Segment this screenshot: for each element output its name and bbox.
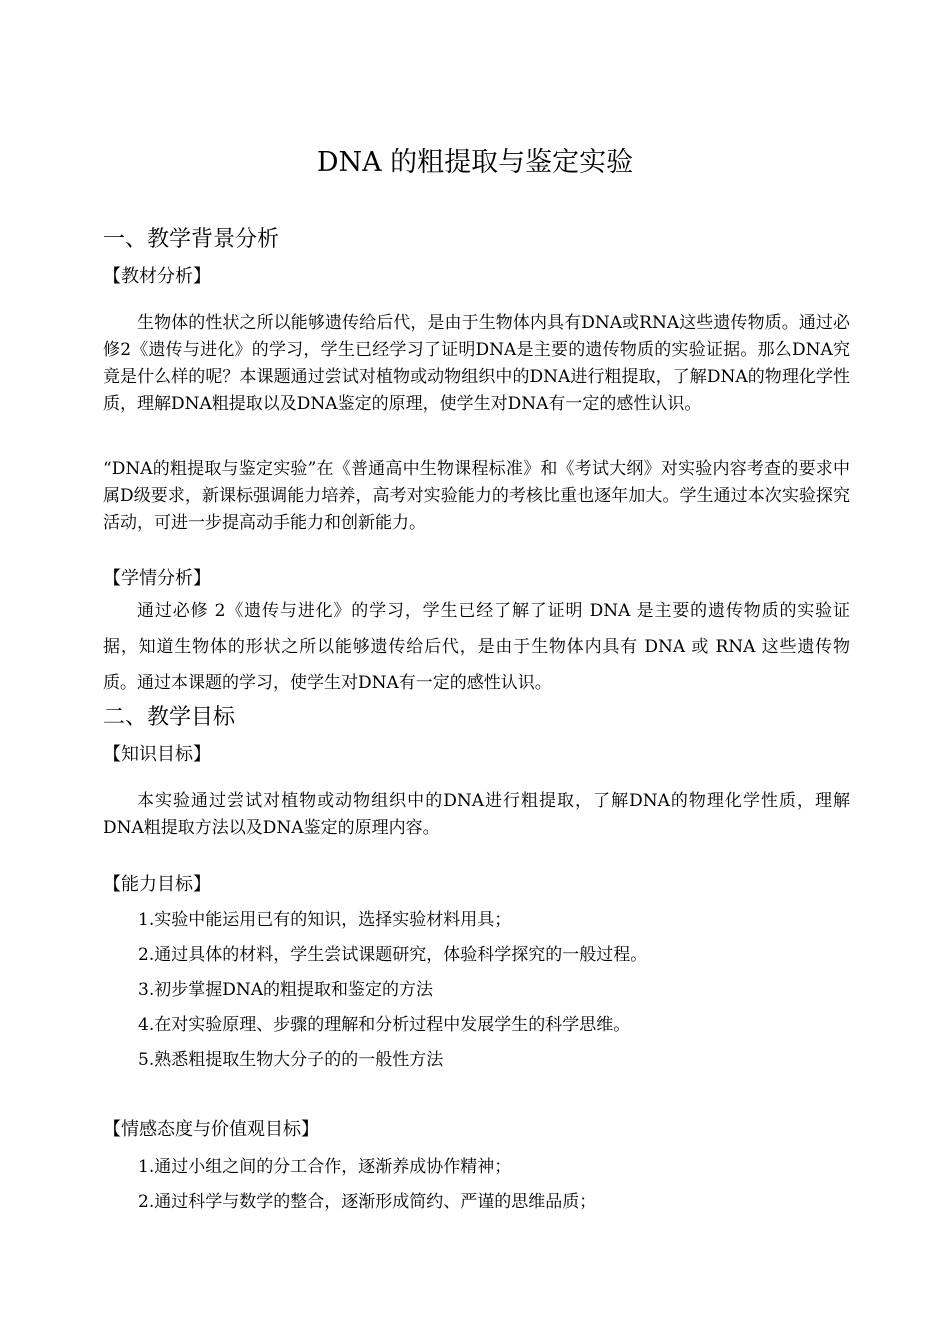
ability-item-3: 3.初步掌握DNA的粗提取和鉴定的方法 — [138, 980, 434, 1000]
ability-item-4: 4.在对实验原理、步骤的理解和分析过程中发展学生的科学思维。 — [138, 1015, 631, 1035]
emotion-label: 【情感态度与价值观目标】 — [103, 1119, 319, 1140]
ability-item-1: 1.实验中能运用已有的知识，选择实验材料用具； — [138, 910, 512, 930]
ability-item-5: 5.熟悉粗提取生物大分子的的一般性方法 — [138, 1050, 444, 1070]
page-title: DNA 的粗提取与鉴定实验 — [316, 147, 634, 178]
learner-label: 【学情分析】 — [103, 568, 211, 589]
emotion-item-1: 1.通过小组之间的分工合作，逐渐养成协作精神； — [138, 1157, 512, 1177]
material-label: 【教材分析】 — [103, 266, 211, 287]
learner-paragraph: 通过必修 2《遗传与进化》的学习，学生已经了解了证明 DNA 是主要的遗传物质的实验证据，知道生物体的形状之所以能够遗传给后代，是由于生物体内具有 DNA 或 RNA 这些遗传物质。通过本课题的学习，使学生对DNA有一定的感性认识。 — [103, 601, 850, 693]
knowledge-label: 【知识目标】 — [103, 744, 211, 765]
ability-item-2: 2.通过具体的材料，学生尝试课题研究，体验科学探究的一般过程。 — [138, 945, 648, 965]
material-paragraph-2: “DNA的粗提取与鉴定实验”在《普通高中生物课程标准》和《考试大纲》对实验内容考查的要求中属D级要求，新课标强调能力培养，高考对实验能力的考核比重也逐年加大。学生通过本次实验探究活动，可进一步提高动手能力和创新能力。 — [103, 459, 850, 533]
material-paragraph-1: 生物体的性状之所以能够遗传给后代，是由于生物体内具有DNA或RNA这些遗传物质。通过必修2《遗传与进化》的学习，学生已经学习了证明DNA是主要的遗传物质的实验证据。那么DNA究竟是什么样的呢？本课题通过尝试对植物或动物组织中的DNA进行粗提取，了解DNA的物理化学性质，理解DNA粗提取以及DNA鉴定的原理，使学生对DNA有一定的感性认识。 — [103, 313, 850, 414]
ability-label: 【能力目标】 — [103, 874, 211, 895]
knowledge-paragraph: 本实验通过尝试对植物或动物组织中的DNA进行粗提取，了解DNA的物理化学性质，理解DNA粗提取方法以及DNA鉴定的原理内容。 — [103, 791, 850, 838]
section1-heading: 一、教学背景分析 — [103, 227, 280, 252]
emotion-item-2: 2.通过科学与数学的整合，逐渐形成简约、严谨的思维品质； — [138, 1192, 597, 1212]
section2-heading: 二、教学目标 — [103, 705, 236, 730]
